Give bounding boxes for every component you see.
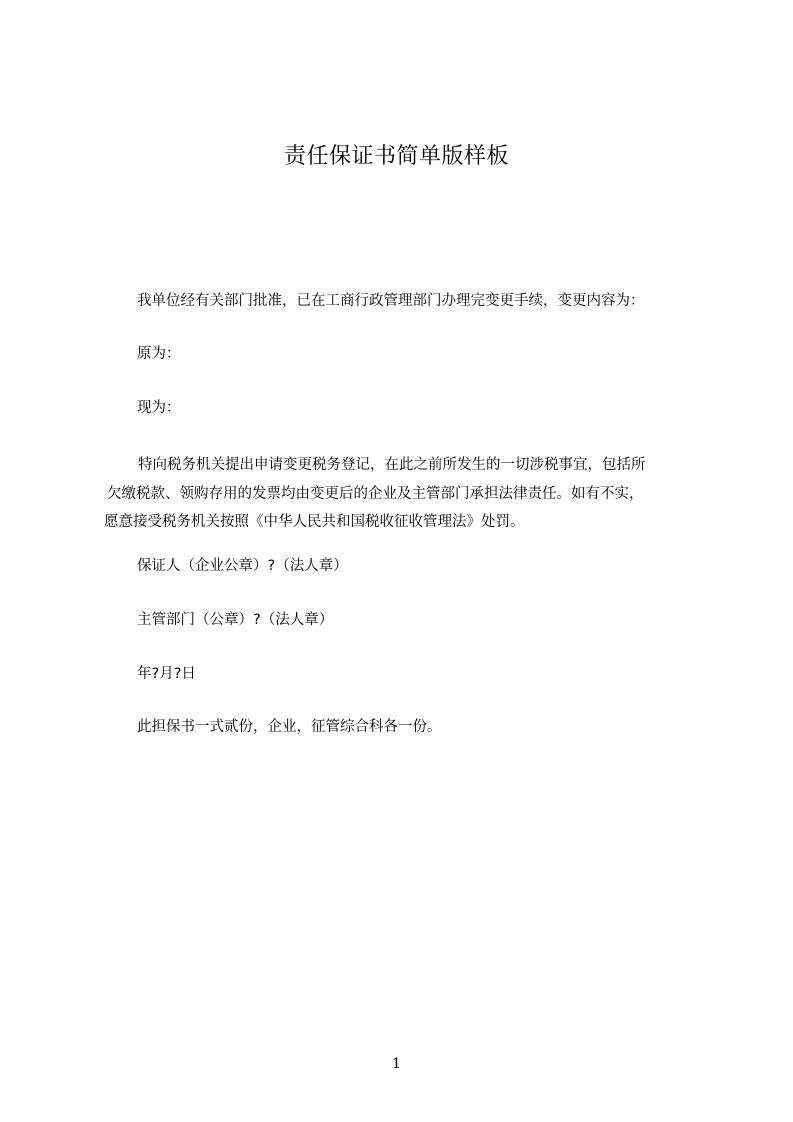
current-content-label: 现为： <box>137 400 181 416</box>
statement-line: 欠缴税款、领购存用的发票均由变更后的企业及主管部门承担法律责任。如有不实， <box>107 485 644 502</box>
guarantor-signature-line: 保证人（企业公章）?（法人章） <box>137 558 348 574</box>
date-line: 年?月?日 <box>137 666 196 682</box>
intro-paragraph: 我单位经有关部门批准，已在工商行政管理部门办理完变更手续，变更内容为： <box>137 293 645 309</box>
page-number: 1 <box>392 1056 401 1072</box>
statement-paragraph <box>104 451 704 537</box>
page-title: 责任保证书简单版样板 <box>283 144 509 169</box>
supervisor-signature-line: 主管部门（公章）?（法人章） <box>137 612 334 628</box>
statement-line: 特向税务机关提出申请变更税务登记，在此之前所发生的一切涉税事宜，包括所 <box>138 457 646 473</box>
copies-note: 此担保书一式贰份，企业，征管综合科各一份。 <box>137 719 442 735</box>
statement-line: 愿意接受税务机关按照《中华人民共和国税收征收管理法》处罚。 <box>104 514 525 530</box>
original-content-label: 原为： <box>137 346 181 362</box>
